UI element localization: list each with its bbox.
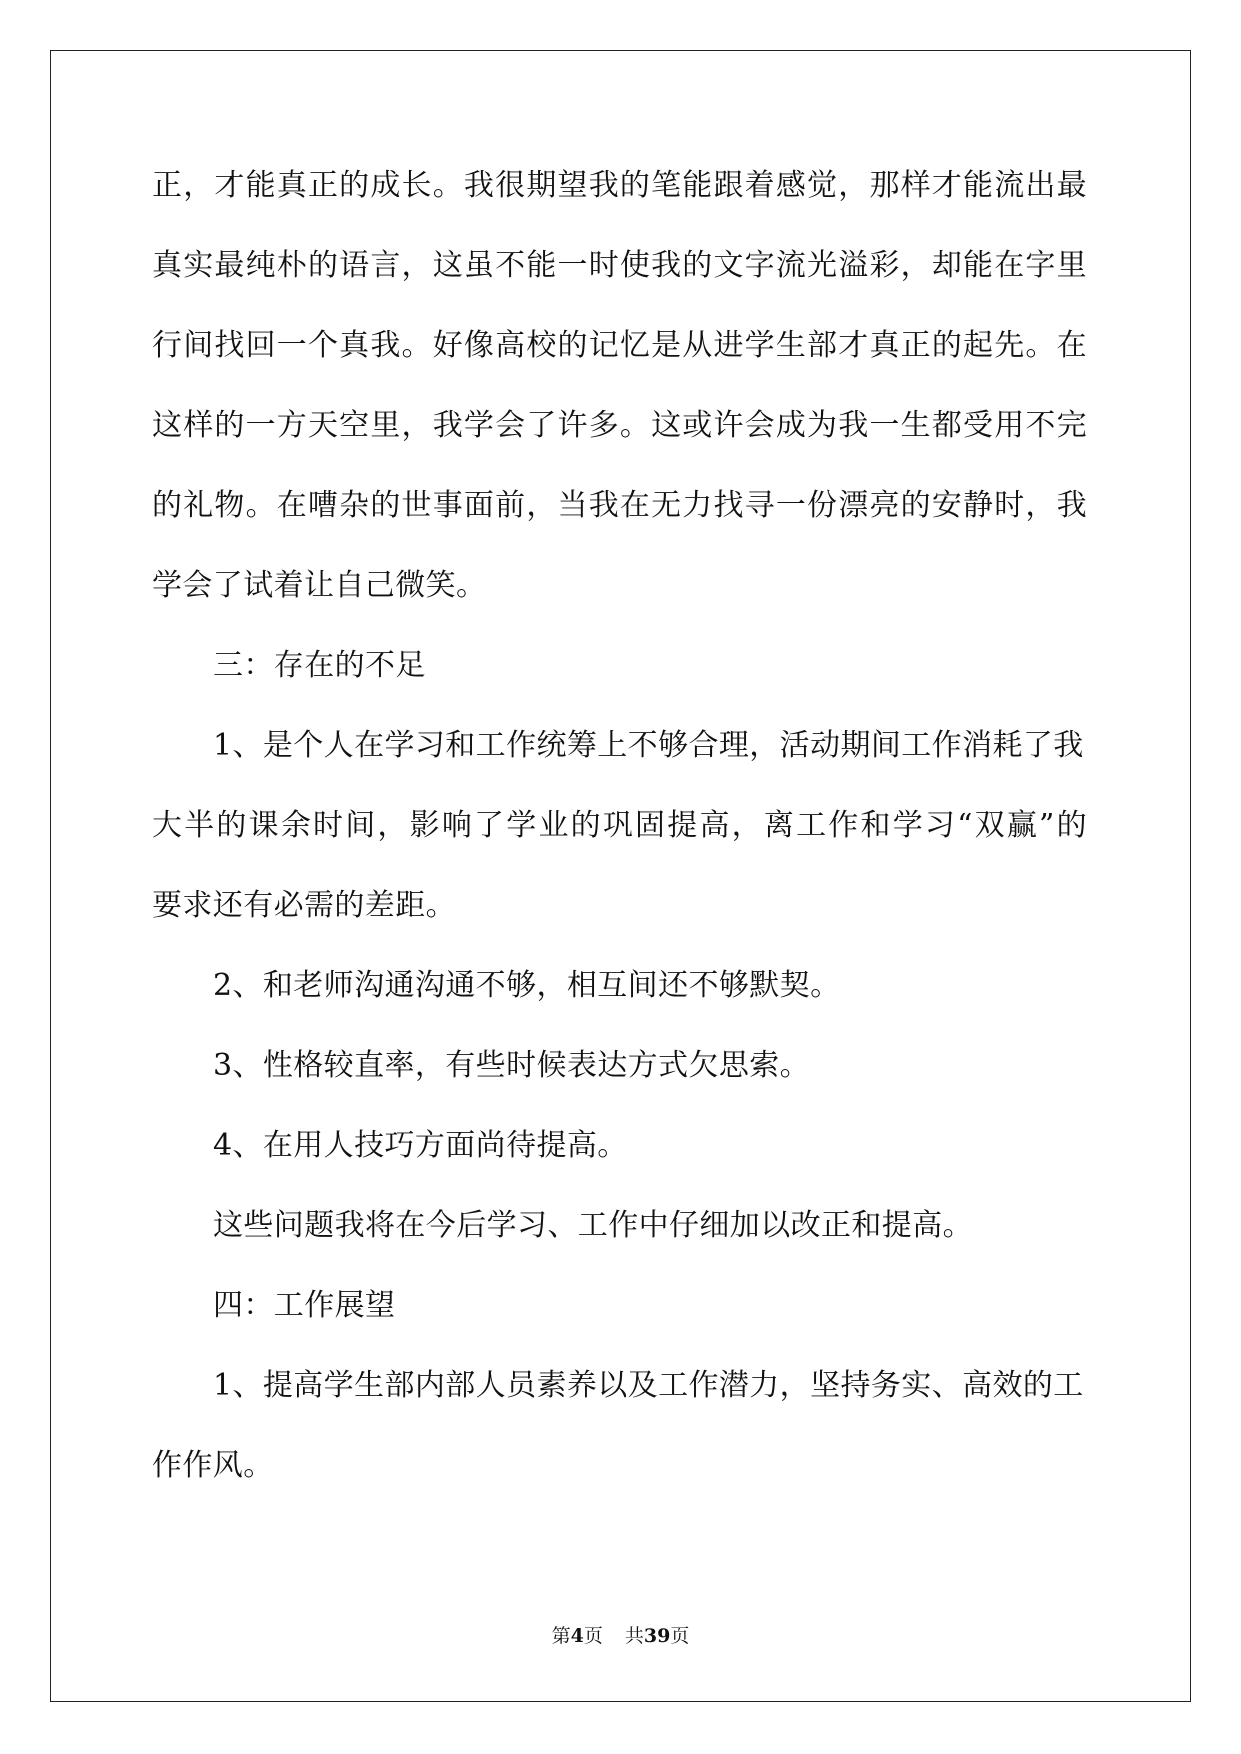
text-line: 行间找回一个真我。好像高校的记忆是从进学生部才真正的起先。在 [152,328,1087,363]
text-line: 大半的课余时间，影响了学业的巩固提高，离工作和学习“双赢”的 [152,808,1087,843]
total-suffix: 页 [670,1625,690,1647]
text-line: 这些问题我将在今后学习、工作中仔细加以改正和提高。 [213,1208,973,1243]
list-item: 3、性格较直率，有些时候表达方式欠思索。 [213,1048,811,1083]
page-suffix: 页 [583,1625,603,1647]
text-line: 正，才能真正的成长。我很期望我的笔能跟着感觉，那样才能流出最 [152,168,1087,203]
list-item: 4、在用人技巧方面尚待提高。 [213,1128,628,1163]
text-line: 作作风。 [152,1448,274,1483]
list-item: 2、和老师沟通沟通不够，相互间还不够默契。 [213,968,841,1003]
page-number: 4 [570,1625,584,1647]
text-line: 的礼物。在嘈杂的世事面前，当我在无力找寻一份漂亮的安静时，我 [152,488,1087,523]
page-prefix: 第 [551,1625,571,1647]
section-heading: 四：工作展望 [213,1288,396,1323]
text-line: 这样的一方天空里，我学会了许多。这或许会成为我一生都受用不完 [152,408,1087,443]
text-line: 真实最纯朴的语言，这虽不能一时使我的文字流光溢彩，却能在字里 [152,248,1087,283]
text-line: 要求还有必需的差距。 [152,888,456,923]
total-pages: 39 [643,1625,671,1647]
total-prefix: 共 [624,1625,644,1647]
text-line: 学会了试着让自己微笑。 [152,568,487,603]
section-heading: 三：存在的不足 [213,648,426,683]
list-item: 1、是个人在学习和工作统筹上不够合理，活动期间工作消耗了我 [213,728,1084,763]
list-item: 1、提高学生部内部人员素养以及工作潜力，坚持务实、高效的工 [213,1368,1084,1403]
page-footer [0,1624,1241,1648]
